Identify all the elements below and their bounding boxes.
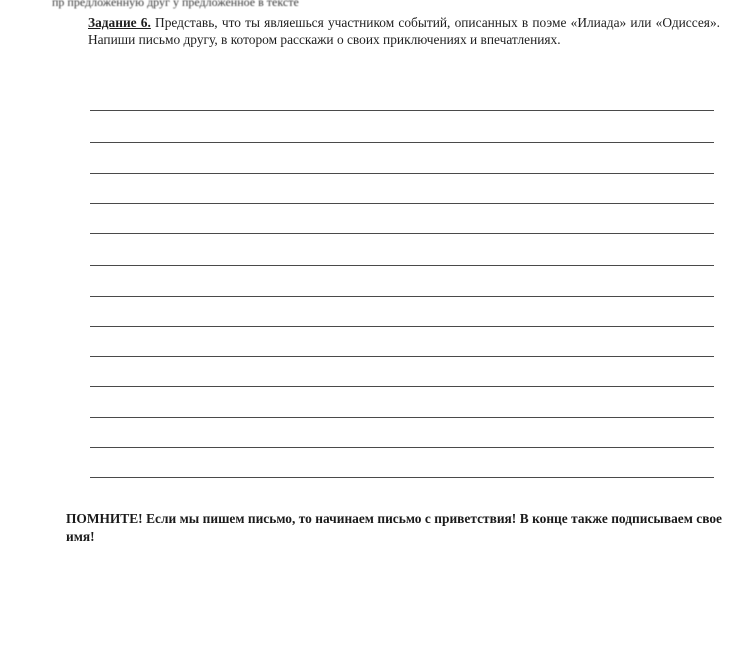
answer-line[interactable] [90,265,714,266]
task-text: Представь, что ты являешься участником событий, описанных в поэме «Илиада» или «Одиссея». Напиши письмо другу, в котором расскажи о своих приключениях и впечатлениях. [88,15,720,47]
answer-line[interactable] [90,477,714,478]
task-label: Задание 6. [88,15,151,30]
answer-line[interactable] [90,203,714,204]
answer-line[interactable] [90,173,714,174]
answer-lines [90,0,714,666]
answer-line[interactable] [90,326,714,327]
answer-line[interactable] [90,296,714,297]
answer-line[interactable] [90,417,714,418]
answer-line[interactable] [90,233,714,234]
answer-line[interactable] [90,386,714,387]
reminder-note: ПОМНИТЕ! Если мы пишем письмо, то начинаем письмо с приветствия! В конце также подписываем свое имя! [66,511,722,544]
cut-off-top-line: пр предложенную друг у предложенное в тексте [52,0,299,9]
answer-line[interactable] [90,142,714,143]
answer-line[interactable] [90,356,714,357]
answer-line[interactable] [90,447,714,448]
answer-line[interactable] [90,110,714,111]
